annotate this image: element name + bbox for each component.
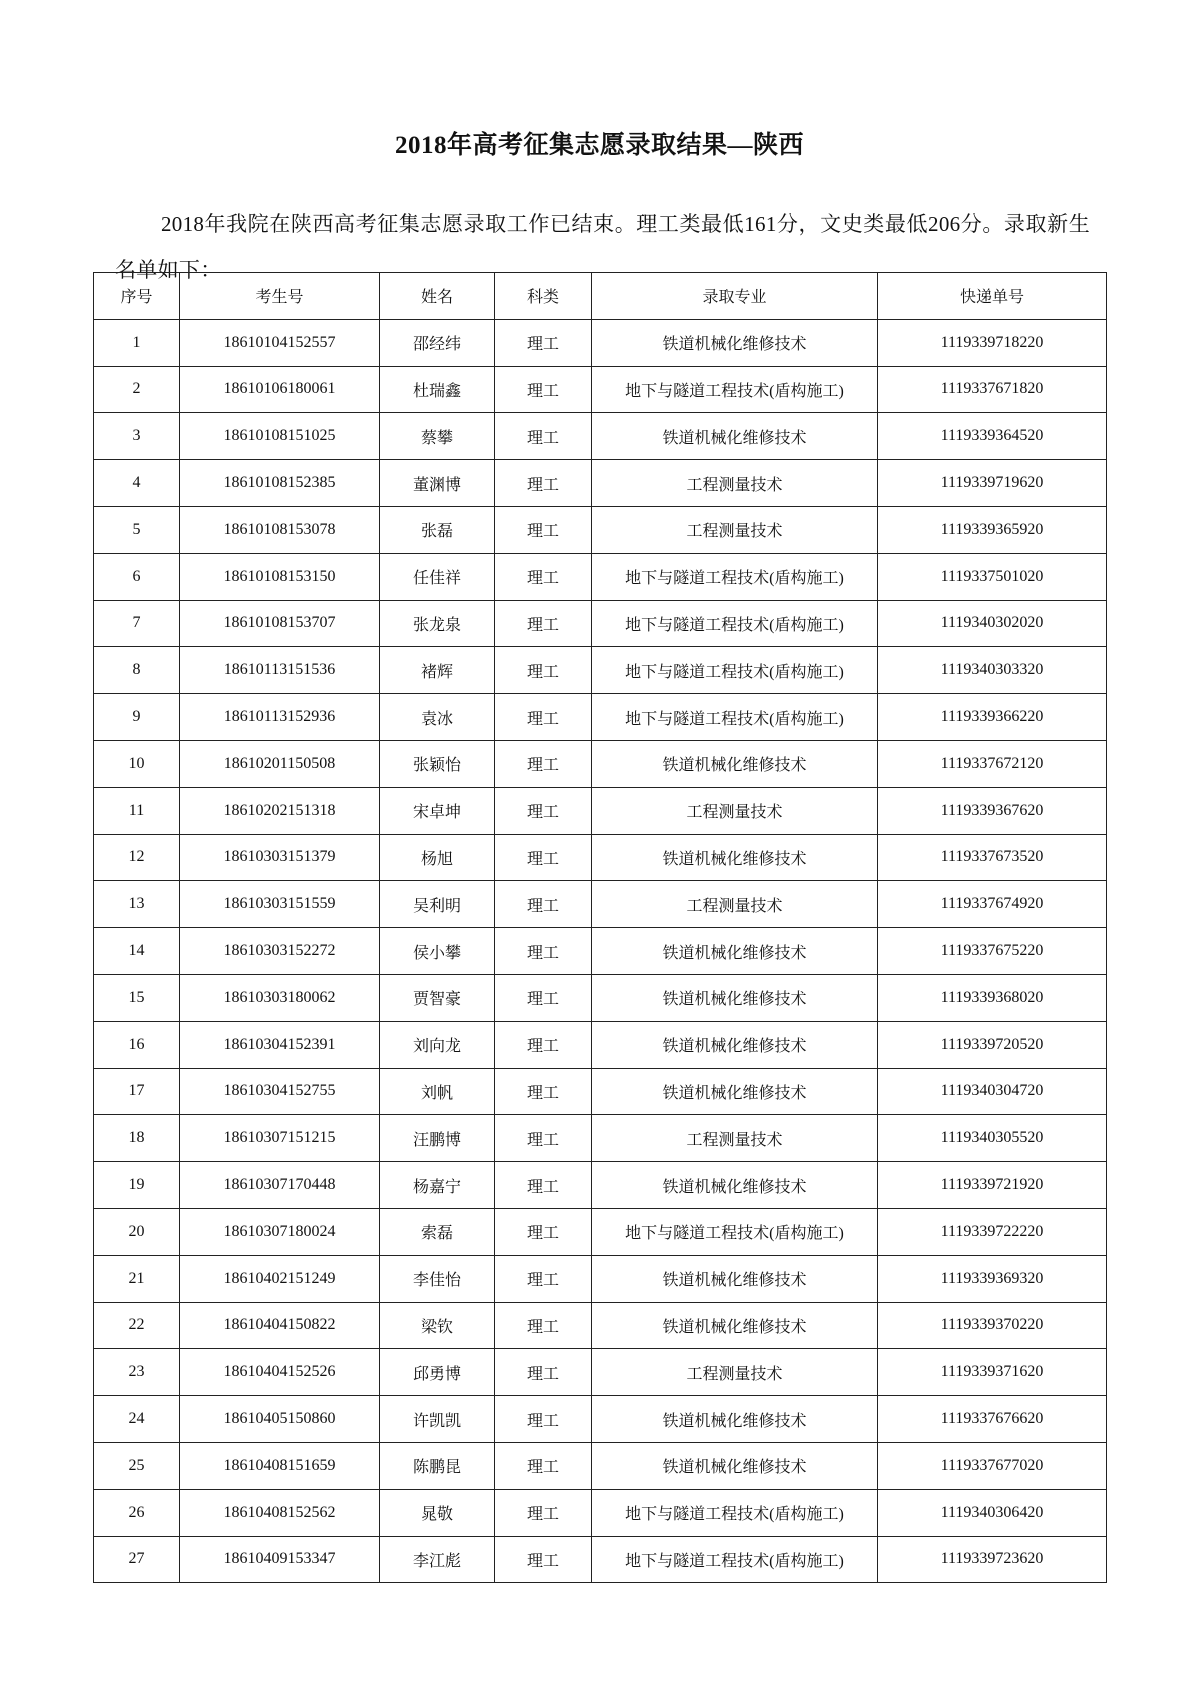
- cell-name: 李江彪: [380, 1536, 495, 1583]
- intro-paragraph: 2018年我院在陕西高考征集志愿录取工作已结束。理工类最低161分，文史类最低206分。录取新生名单如下：: [115, 212, 1090, 282]
- cell-seq: 7: [94, 600, 180, 647]
- cell-seq: 26: [94, 1489, 180, 1536]
- header-category: 科类: [495, 273, 592, 320]
- cell-exam-number: 18610113152936: [180, 694, 380, 741]
- cell-major: 铁道机械化维修技术: [592, 1255, 878, 1302]
- cell-seq: 17: [94, 1068, 180, 1115]
- cell-tracking-number: 1119339366220: [878, 694, 1107, 741]
- table-row: [94, 1255, 1107, 1302]
- cell-name: 蔡攀: [380, 413, 495, 460]
- cell-major: 铁道机械化维修技术: [592, 1021, 878, 1068]
- cell-tracking-number: 1119337677020: [878, 1442, 1107, 1489]
- header-tracking-number: 快递单号: [878, 273, 1107, 320]
- cell-seq: 23: [94, 1349, 180, 1396]
- table-row: [94, 1442, 1107, 1489]
- cell-category: 理工: [495, 1302, 592, 1349]
- table-row: [94, 787, 1107, 834]
- table-row: [94, 1208, 1107, 1255]
- cell-exam-number: 18610108153078: [180, 506, 380, 553]
- cell-tracking-number: 1119337676620: [878, 1396, 1107, 1443]
- cell-name: 梁钦: [380, 1302, 495, 1349]
- cell-exam-number: 18610307180024: [180, 1208, 380, 1255]
- cell-tracking-number: 1119339720520: [878, 1021, 1107, 1068]
- table-row: [94, 647, 1107, 694]
- admission-table: [93, 272, 1107, 1583]
- cell-major: 铁道机械化维修技术: [592, 740, 878, 787]
- cell-seq: 24: [94, 1396, 180, 1443]
- cell-category: 理工: [495, 881, 592, 928]
- cell-major: 铁道机械化维修技术: [592, 1396, 878, 1443]
- cell-category: 理工: [495, 1442, 592, 1489]
- cell-name: 刘帆: [380, 1068, 495, 1115]
- cell-name: 张龙泉: [380, 600, 495, 647]
- cell-tracking-number: 1119339722220: [878, 1208, 1107, 1255]
- cell-name: 褚辉: [380, 647, 495, 694]
- cell-name: 杨旭: [380, 834, 495, 881]
- table-row: [94, 928, 1107, 975]
- cell-major: 工程测量技术: [592, 881, 878, 928]
- cell-seq: 12: [94, 834, 180, 881]
- table-row: [94, 740, 1107, 787]
- cell-seq: 11: [94, 787, 180, 834]
- cell-name: 刘向龙: [380, 1021, 495, 1068]
- header-exam-number: 考生号: [180, 273, 380, 320]
- cell-seq: 18: [94, 1115, 180, 1162]
- table-row: [94, 1536, 1107, 1583]
- cell-tracking-number: 1119339368020: [878, 974, 1107, 1021]
- cell-seq: 14: [94, 928, 180, 975]
- cell-major: 铁道机械化维修技术: [592, 413, 878, 460]
- cell-tracking-number: 1119339719620: [878, 460, 1107, 507]
- cell-tracking-number: 1119339370220: [878, 1302, 1107, 1349]
- cell-category: 理工: [495, 1162, 592, 1209]
- cell-exam-number: 18610106180061: [180, 366, 380, 413]
- cell-exam-number: 18610303151559: [180, 881, 380, 928]
- table-row: [94, 413, 1107, 460]
- cell-name: 贾智豪: [380, 974, 495, 1021]
- table-row: [94, 506, 1107, 553]
- cell-major: 铁道机械化维修技术: [592, 834, 878, 881]
- cell-seq: 4: [94, 460, 180, 507]
- cell-major: 地下与隧道工程技术(盾构施工): [592, 366, 878, 413]
- cell-category: 理工: [495, 553, 592, 600]
- cell-major: 地下与隧道工程技术(盾构施工): [592, 647, 878, 694]
- cell-seq: 6: [94, 553, 180, 600]
- table-body: [94, 319, 1107, 1583]
- page-title: 2018年高考征集志愿录取结果—陕西: [394, 132, 804, 159]
- cell-major: 铁道机械化维修技术: [592, 974, 878, 1021]
- cell-name: 陈鹏昆: [380, 1442, 495, 1489]
- cell-major: 地下与隧道工程技术(盾构施工): [592, 1536, 878, 1583]
- cell-exam-number: 18610402151249: [180, 1255, 380, 1302]
- header-seq: 序号: [94, 273, 180, 320]
- cell-exam-number: 18610404152526: [180, 1349, 380, 1396]
- cell-tracking-number: 1119340305520: [878, 1115, 1107, 1162]
- cell-name: 汪鹏博: [380, 1115, 495, 1162]
- cell-tracking-number: 1119337673520: [878, 834, 1107, 881]
- cell-category: 理工: [495, 787, 592, 834]
- table-row: [94, 1115, 1107, 1162]
- cell-tracking-number: 1119340303320: [878, 647, 1107, 694]
- cell-category: 理工: [495, 506, 592, 553]
- cell-category: 理工: [495, 1349, 592, 1396]
- cell-category: 理工: [495, 928, 592, 975]
- cell-name: 袁冰: [380, 694, 495, 741]
- cell-name: 杜瑞鑫: [380, 366, 495, 413]
- cell-tracking-number: 1119339371620: [878, 1349, 1107, 1396]
- cell-category: 理工: [495, 319, 592, 366]
- header-major: 录取专业: [592, 273, 878, 320]
- cell-category: 理工: [495, 460, 592, 507]
- table-row: [94, 1302, 1107, 1349]
- cell-category: 理工: [495, 694, 592, 741]
- cell-category: 理工: [495, 366, 592, 413]
- cell-tracking-number: 1119339718220: [878, 319, 1107, 366]
- cell-exam-number: 18610409153347: [180, 1536, 380, 1583]
- cell-seq: 3: [94, 413, 180, 460]
- cell-name: 晁敬: [380, 1489, 495, 1536]
- cell-exam-number: 18610408152562: [180, 1489, 380, 1536]
- cell-seq: 22: [94, 1302, 180, 1349]
- cell-tracking-number: 1119339369320: [878, 1255, 1107, 1302]
- cell-exam-number: 18610303151379: [180, 834, 380, 881]
- cell-exam-number: 18610404150822: [180, 1302, 380, 1349]
- table-row: [94, 881, 1107, 928]
- cell-name: 杨嘉宁: [380, 1162, 495, 1209]
- cell-seq: 8: [94, 647, 180, 694]
- cell-exam-number: 18610303152272: [180, 928, 380, 975]
- cell-category: 理工: [495, 740, 592, 787]
- header-name: 姓名: [380, 273, 495, 320]
- table-row: [94, 834, 1107, 881]
- cell-major: 铁道机械化维修技术: [592, 928, 878, 975]
- cell-exam-number: 18610307151215: [180, 1115, 380, 1162]
- cell-exam-number: 18610405150860: [180, 1396, 380, 1443]
- cell-major: 铁道机械化维修技术: [592, 319, 878, 366]
- cell-seq: 10: [94, 740, 180, 787]
- cell-name: 邱勇博: [380, 1349, 495, 1396]
- cell-exam-number: 18610304152755: [180, 1068, 380, 1115]
- table-row: [94, 319, 1107, 366]
- cell-exam-number: 18610408151659: [180, 1442, 380, 1489]
- cell-tracking-number: 1119337671820: [878, 366, 1107, 413]
- cell-name: 索磊: [380, 1208, 495, 1255]
- cell-category: 理工: [495, 1068, 592, 1115]
- cell-major: 工程测量技术: [592, 1115, 878, 1162]
- cell-seq: 27: [94, 1536, 180, 1583]
- cell-name: 宋卓坤: [380, 787, 495, 834]
- cell-tracking-number: 1119339367620: [878, 787, 1107, 834]
- cell-category: 理工: [495, 600, 592, 647]
- cell-category: 理工: [495, 1021, 592, 1068]
- cell-major: 地下与隧道工程技术(盾构施工): [592, 1208, 878, 1255]
- cell-category: 理工: [495, 1255, 592, 1302]
- cell-major: 工程测量技术: [592, 1349, 878, 1396]
- cell-tracking-number: 1119337501020: [878, 553, 1107, 600]
- cell-major: 铁道机械化维修技术: [592, 1068, 878, 1115]
- cell-name: 张颖怡: [380, 740, 495, 787]
- cell-exam-number: 18610104152557: [180, 319, 380, 366]
- cell-name: 许凯凯: [380, 1396, 495, 1443]
- cell-seq: 13: [94, 881, 180, 928]
- cell-category: 理工: [495, 1115, 592, 1162]
- cell-tracking-number: 1119340302020: [878, 600, 1107, 647]
- table-row: [94, 694, 1107, 741]
- cell-tracking-number: 1119340306420: [878, 1489, 1107, 1536]
- cell-category: 理工: [495, 834, 592, 881]
- table-row: [94, 1068, 1107, 1115]
- cell-seq: 15: [94, 974, 180, 1021]
- cell-exam-number: 18610108152385: [180, 460, 380, 507]
- cell-exam-number: 18610113151536: [180, 647, 380, 694]
- table-row: [94, 366, 1107, 413]
- cell-name: 侯小攀: [380, 928, 495, 975]
- cell-name: 任佳祥: [380, 553, 495, 600]
- table-row: [94, 600, 1107, 647]
- cell-seq: 16: [94, 1021, 180, 1068]
- cell-category: 理工: [495, 1208, 592, 1255]
- cell-major: 工程测量技术: [592, 460, 878, 507]
- cell-seq: 1: [94, 319, 180, 366]
- cell-major: 铁道机械化维修技术: [592, 1442, 878, 1489]
- cell-category: 理工: [495, 974, 592, 1021]
- cell-tracking-number: 1119339721920: [878, 1162, 1107, 1209]
- cell-seq: 19: [94, 1162, 180, 1209]
- table-row: [94, 1489, 1107, 1536]
- table-row: [94, 1021, 1107, 1068]
- cell-major: 工程测量技术: [592, 506, 878, 553]
- cell-category: 理工: [495, 413, 592, 460]
- table-row: [94, 974, 1107, 1021]
- cell-exam-number: 18610303180062: [180, 974, 380, 1021]
- cell-name: 邵经纬: [380, 319, 495, 366]
- cell-major: 地下与隧道工程技术(盾构施工): [592, 553, 878, 600]
- cell-seq: 2: [94, 366, 180, 413]
- table-row: [94, 460, 1107, 507]
- cell-category: 理工: [495, 1489, 592, 1536]
- cell-tracking-number: 1119337674920: [878, 881, 1107, 928]
- cell-name: 张磊: [380, 506, 495, 553]
- cell-category: 理工: [495, 1536, 592, 1583]
- cell-category: 理工: [495, 1396, 592, 1443]
- table-header-row: [94, 273, 1107, 320]
- table-row: [94, 553, 1107, 600]
- cell-seq: 9: [94, 694, 180, 741]
- table-row: [94, 1162, 1107, 1209]
- cell-major: 工程测量技术: [592, 787, 878, 834]
- cell-seq: 5: [94, 506, 180, 553]
- cell-major: 地下与隧道工程技术(盾构施工): [592, 1489, 878, 1536]
- cell-seq: 21: [94, 1255, 180, 1302]
- cell-major: 铁道机械化维修技术: [592, 1302, 878, 1349]
- cell-tracking-number: 1119339723620: [878, 1536, 1107, 1583]
- cell-category: 理工: [495, 647, 592, 694]
- cell-exam-number: 18610202151318: [180, 787, 380, 834]
- cell-name: 李佳怡: [380, 1255, 495, 1302]
- cell-seq: 25: [94, 1442, 180, 1489]
- table-row: [94, 1396, 1107, 1443]
- cell-exam-number: 18610304152391: [180, 1021, 380, 1068]
- cell-major: 铁道机械化维修技术: [592, 1162, 878, 1209]
- cell-major: 地下与隧道工程技术(盾构施工): [592, 600, 878, 647]
- cell-exam-number: 18610108151025: [180, 413, 380, 460]
- cell-tracking-number: 1119339365920: [878, 506, 1107, 553]
- cell-exam-number: 18610307170448: [180, 1162, 380, 1209]
- cell-exam-number: 18610108153707: [180, 600, 380, 647]
- cell-tracking-number: 1119339364520: [878, 413, 1107, 460]
- cell-exam-number: 18610108153150: [180, 553, 380, 600]
- cell-major: 地下与隧道工程技术(盾构施工): [592, 694, 878, 741]
- cell-tracking-number: 1119340304720: [878, 1068, 1107, 1115]
- cell-name: 董渊博: [380, 460, 495, 507]
- cell-tracking-number: 1119337675220: [878, 928, 1107, 975]
- cell-name: 吴利明: [380, 881, 495, 928]
- cell-seq: 20: [94, 1208, 180, 1255]
- cell-tracking-number: 1119337672120: [878, 740, 1107, 787]
- cell-exam-number: 18610201150508: [180, 740, 380, 787]
- table-row: [94, 1349, 1107, 1396]
